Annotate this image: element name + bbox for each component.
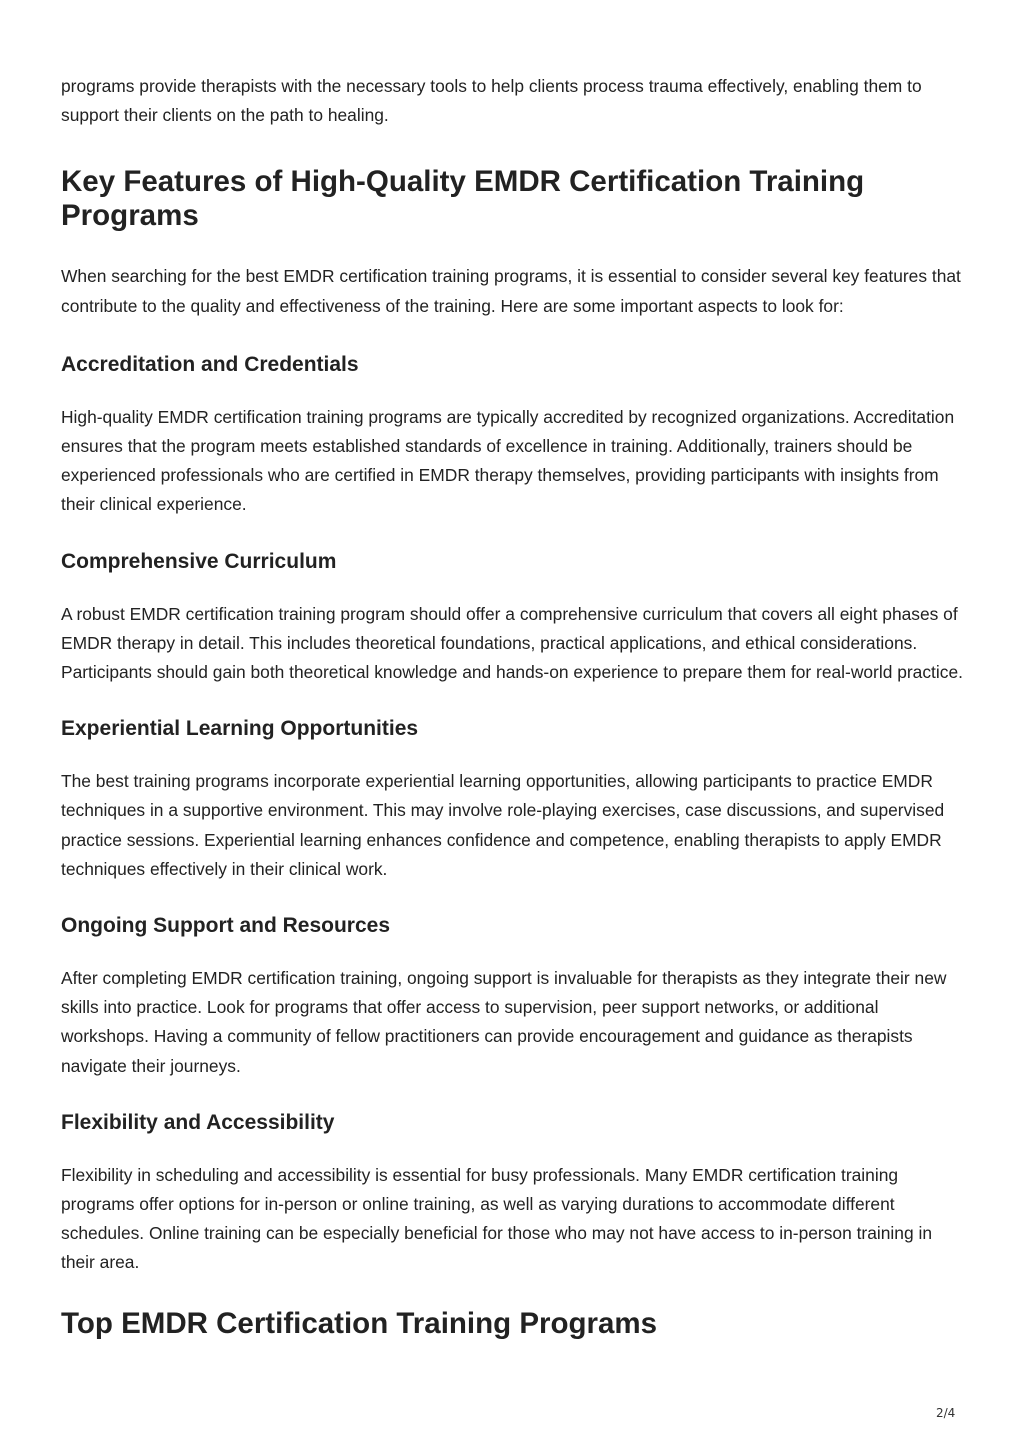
section-body-flexibility: Flexibility in scheduling and accessibility is essential for busy professionals. Many EMDR certification training programs offer options for in-person or online training, as well as varying durations to accommodate different schedules. Online training can be especially beneficial for those who may not have access to in-person training in their area.	[61, 1164, 932, 1273]
section-body-curriculum: A robust EMDR certification training program should offer a comprehensive curriculum that covers all eight phases of EMDR therapy in detail. This includes theoretical foundations, practical applications, and ethical considerations. Participants should gain both theoretical knowledge and hands-on experience to prepare them for real-world practice.	[61, 603, 963, 683]
section-heading-curriculum: Comprehensive Curriculum	[61, 549, 337, 573]
section-heading-support: Ongoing Support and Resources	[61, 914, 391, 938]
section-heading-accreditation: Accreditation and Credentials	[61, 352, 359, 376]
intro-paragraph: programs provide therapists with the necessary tools to help clients process trauma effectively, enabling them to support their clients on the path to healing.	[61, 76, 922, 126]
section-body-accreditation: High-quality EMDR certification training programs are typically accredited by recognized organizations. Accreditation ensures that the program meets established standards of excellence in training. Additionally, trainers should be experienced professionals who are certified in EMDR therapy themselves, providing participants with insights from their clinical experience.	[61, 406, 955, 515]
page-number: 2/4	[936, 1406, 956, 1420]
section-heading-flexibility: Flexibility and Accessibility	[61, 1110, 335, 1134]
section-body-experiential: The best training programs incorporate experiential learning opportunities, allowing participants to practice EMDR techniques in a supportive environment. This may involve role-playing exercises, case discussions, and supervised practice sessions. Experiential learning enhances confidence and competence, enabling therapists to apply EMDR techniques effectively in their clinical work.	[61, 771, 945, 879]
section-heading-experiential: Experiential Learning Opportunities	[61, 717, 419, 741]
section-body-support: After completing EMDR certification training, ongoing support is invaluable for therapists as they integrate their new skills into practice. Look for programs that offer access to supervision, peer support networks, or additional workshops. Having a community of fellow practitioners can provide encouragement and guidance as therapists navigate their journeys.	[61, 968, 947, 1076]
key-features-heading: Key Features of High-Quality EMDR Certification Training Programs	[61, 165, 865, 233]
key-features-intro: When searching for the best EMDR certification training programs, it is essential to consider several key features that contribute to the quality and effectiveness of the training. Here are some important aspects to look for:	[61, 266, 961, 316]
document-page	[61, 0, 966, 1341]
top-programs-heading: Top EMDR Certification Training Programs	[61, 1306, 658, 1340]
